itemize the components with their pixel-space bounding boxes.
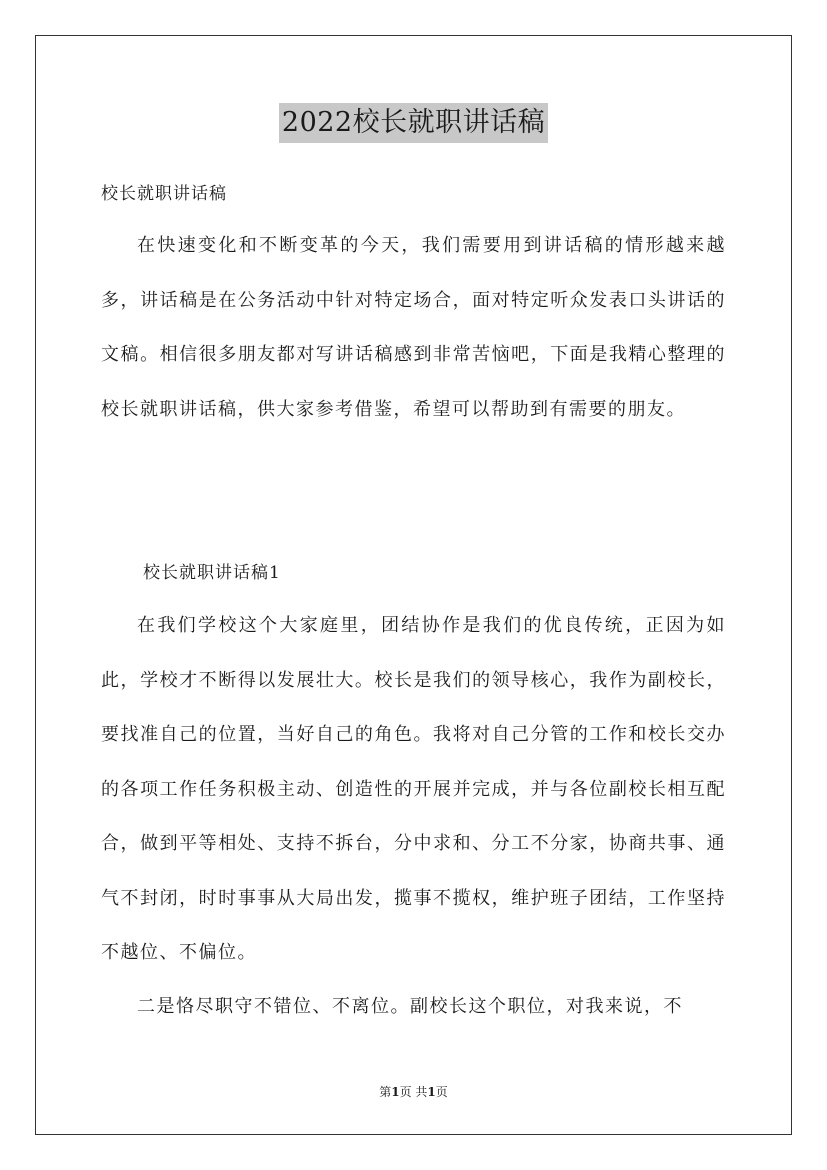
document-subtitle: 校长就职讲话稿 (101, 184, 227, 204)
body-paragraph-1: 在我们学校这个大家庭里，团结协作是我们的优良传统，正因为如此，学校才不断得以发展壮大。校长是我们的领导核心，我作为副校长，要找准自己的位置，当好自己的角色。我将对自己分管的工作和校长交办的各项工作任务积极主动、创造性的开展并完成，并与各位副校长相互配合，做到平等相处、支持不拆台，分中求和、分工不分家，协商共事、通气不封闭，时时事事从大局出发，揽事不揽权，维护班子团结，工作坚持不越位、不偏位。 (101, 615, 726, 963)
footer-page-prefix: 第 (379, 1085, 392, 1099)
footer-page-mid: 页 共 (399, 1085, 428, 1099)
document-title: 2022校长就职讲话稿 (279, 103, 548, 143)
footer-total-pages: 1 (427, 1085, 436, 1099)
intro-paragraph: 在快速变化和不断变革的今天，我们需要用到讲话稿的情形越来越多，讲话稿是在公务活动中针对特定场合，面对特定听众发表口头讲话的文稿。相信很多朋友都对写讲话稿感到非常苦恼吧，下面是我精心整理的校长就职讲话稿，供大家参考借鉴，希望可以帮助到有需要的朋友。 (101, 235, 726, 420)
section-heading: 校长就职讲话稿1 (143, 563, 281, 583)
page-footer (0, 1083, 827, 1101)
footer-page-suffix: 页 (435, 1085, 448, 1099)
title-container (0, 103, 827, 143)
body-paragraph-2: 二是恪尽职守不错位、不离位。副校长这个职位，对我来说，不 (137, 996, 683, 1017)
footer-page-number: 1 (391, 1085, 400, 1099)
